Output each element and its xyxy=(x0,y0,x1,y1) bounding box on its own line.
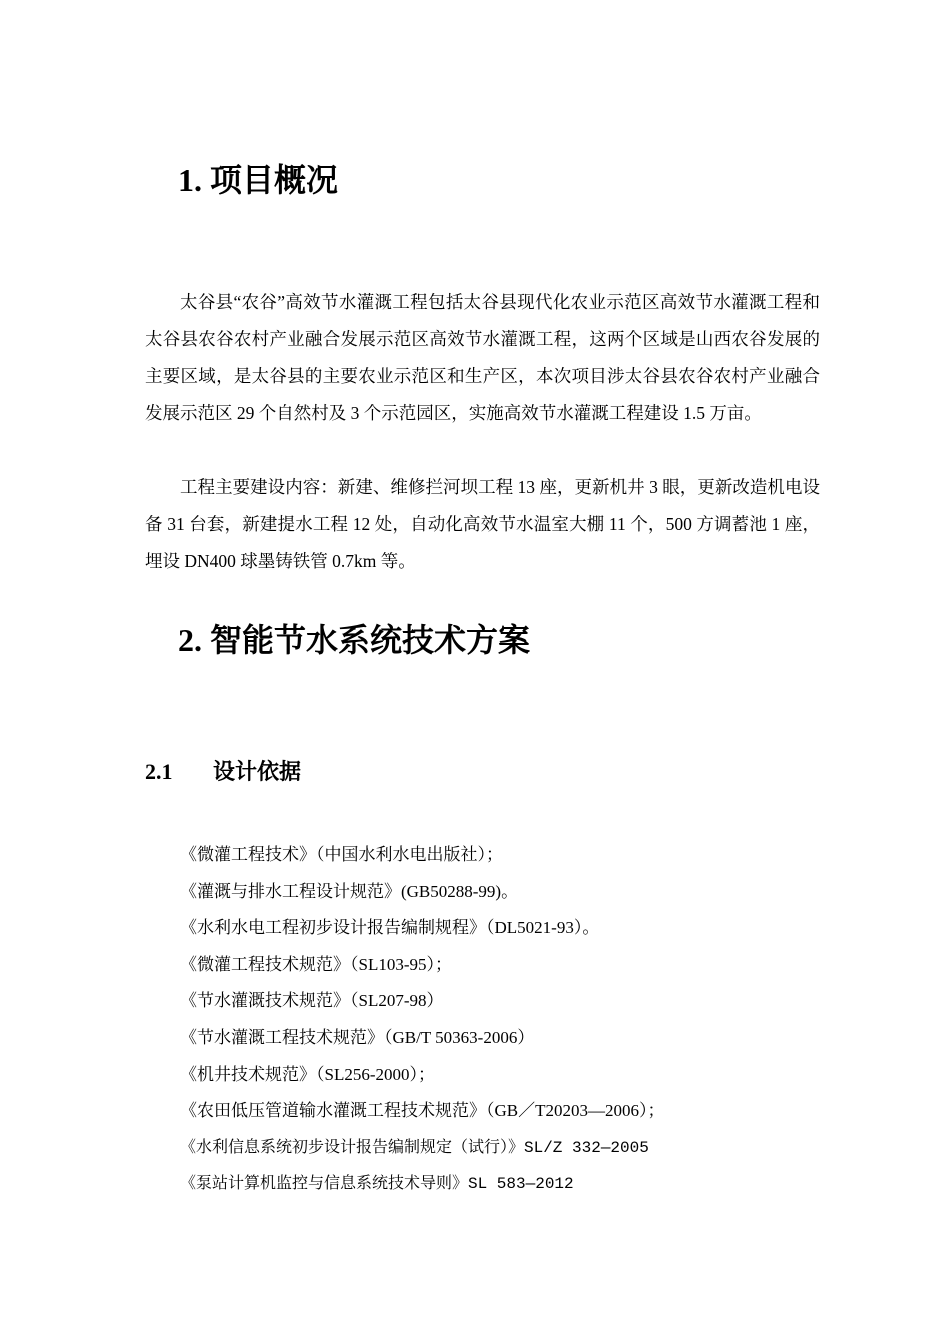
subsection-number: 2.1 xyxy=(145,759,173,784)
paragraph-text: 太谷县“农谷”高效节水灌溉工程包括太谷县现代化农业示范区高效节水灌溉工程和太谷县农谷农村产业融合发展示范区高效节水灌溉工程，这两个区域是山西农谷发展的主要区域，是太谷县的主要农业示范区和生产区，本次项目涉太谷县农谷农村产业融合发展示范区 29 个自然村及 3 个示范园区，实施高效节水灌溉工程建设 1.5 万亩。 xyxy=(145,292,820,423)
reference-item: 《水利水电工程初步设计报告编制规程》（DL5021-93）。 xyxy=(180,918,600,938)
reference-item: 《泵站计算机监控与信息系统技术导则》SL 583—2012 xyxy=(180,1175,574,1194)
reference-item: 《微灌工程技术》（中国水利水电出版社）； xyxy=(180,845,503,864)
reference-item: 《灌溉与排水工程设计规范》(GB50288-99)。 xyxy=(180,881,519,901)
subsection-title: 设计依据 xyxy=(213,759,302,784)
reference-item: 《节水灌溉工程技术规范》（GB/T 50363-2006） xyxy=(180,1027,535,1047)
section-1-heading: 1. 项目概况 xyxy=(178,162,339,198)
section-1-paragraph-1 xyxy=(145,284,820,432)
reference-item: 《机井技术规范》（SL256-2000）； xyxy=(180,1064,435,1084)
reference-list xyxy=(180,837,665,1203)
reference-item: 《水利信息系统初步设计报告编制规定（试行）》SL/Z 332—2005 xyxy=(180,1138,649,1157)
subsection-2-1-heading xyxy=(145,757,301,787)
section-2-heading: 2. 智能节水系统技术方案 xyxy=(178,622,531,658)
reference-item: 《农田低压管道输水灌溉工程技术规范》（GB／T20203—2006）； xyxy=(180,1101,665,1121)
section-1-paragraph-2 xyxy=(145,469,820,580)
paragraph-text: 工程主要建设内容：新建、维修拦河坝工程 13 座，更新机井 3 眼，更新改造机电设备 31 台套，新建提水工程 12 处，自动化高效节水温室大棚 11 个，500 方调蓄池 1 座，埋设 DN400 球墨铸铁管 0.7km 等。 xyxy=(145,477,820,571)
reference-item: 《微灌工程技术规范》（SL103-95）； xyxy=(180,954,452,974)
reference-item: 《节水灌溉技术规范》（SL207-98） xyxy=(180,991,444,1011)
